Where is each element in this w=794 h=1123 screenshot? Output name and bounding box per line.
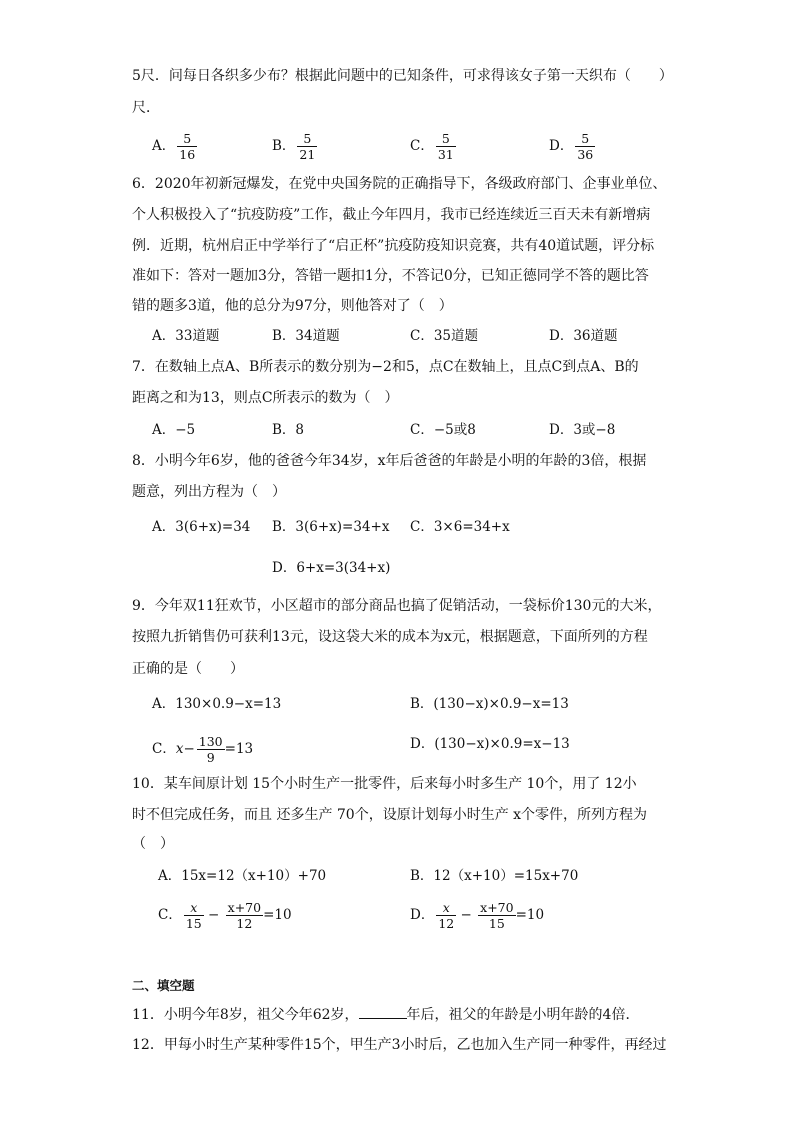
q8-option-a[interactable]: A．3(6+x)=34 [152, 519, 251, 535]
q9-option-a[interactable]: A．130×0.9−x=13 [152, 696, 282, 712]
q10-option-c[interactable]: C． $\frac{x}{15}$ − $\frac{x+70}{12}$ =10 [158, 900, 292, 931]
q7-line2: 距离之和为13，则点C所表示的数为（ ） [132, 390, 399, 406]
q8-option-c[interactable]: C．3×6=34+x [410, 519, 510, 535]
q5-option-c[interactable]: C． $\frac{5}{31}$ [410, 131, 454, 162]
q12-line1: 12．甲每小时生产某种零件15个，甲生产3小时后，乙也加入生产同一种零件，再经过 [132, 1037, 667, 1053]
q7-option-c[interactable]: C．−5或8 [410, 422, 476, 438]
q5-option-a[interactable]: A． $\frac{5}{16}$ [152, 131, 196, 162]
fraction: $\frac{x+70}{12}$ [227, 900, 262, 931]
q7-line1: 7．在数轴上点A、B所表示的数分别为−2和5，点C在数轴上，且点C到点A、B的 [132, 359, 639, 375]
q9-line2: 按照九折销售仍可获利13元，设这袋大米的成本为x元，根据题意，下面所列的方程 [132, 629, 648, 645]
section-heading: 二、填空题 [132, 978, 195, 993]
fraction: $\frac{5}{16}$ [179, 131, 196, 162]
q6-option-c[interactable]: C．35道题 [410, 328, 479, 344]
fraction: $\frac{x+70}{15}$ [480, 900, 514, 931]
fraction: $\frac{5}{31}$ [437, 131, 454, 162]
q6-option-a[interactable]: A．33道题 [152, 328, 220, 344]
answer-blank[interactable] [359, 1004, 407, 1019]
fraction: $\frac{5}{21}$ [299, 131, 316, 162]
q5-line1: 5尺．问每日各织多少布？根据此问题中的已知条件，可求得该女子第一天织布（ ） [132, 68, 673, 84]
q9-line3: 正确的是（ ） [132, 661, 244, 677]
fraction: $\frac{x}{15}$ [185, 900, 202, 931]
q6-option-d[interactable]: D．36道题 [549, 328, 618, 344]
q7-option-b[interactable]: B．8 [272, 422, 305, 438]
fraction: $\frac{x}{12}$ [438, 900, 455, 931]
q8-line2: 题意，列出方程为（ ） [132, 484, 286, 500]
q6-line2: 个人积极投入了“抗疫防疫”工作，截止今年四月，我市已经连续近三百天未有新增病 [132, 207, 651, 223]
q8-option-b[interactable]: B．3(6+x)=34+x [272, 519, 390, 535]
q6-line1: 6．2020年初新冠爆发，在党中央国务院的正确指导下，各级政府部门、企事业单位、 [132, 176, 667, 192]
q9-line1: 9．今年双11狂欢节，小区超市的部分商品也搞了促销活动，一袋标价130元的大米， [132, 598, 662, 614]
q10-line2: 时不但完成任务，而且 还多生产 70个，设原计划每小时生产 x个零件，所列方程为 [132, 807, 648, 823]
q6-line4: 准如下：答对一题加3分，答错一题扣1分，不答记0分，已知正德同学不答的题比答 [132, 268, 649, 284]
q9-option-c[interactable]: C．x− $\frac{130}{9}$ =13 [152, 734, 254, 765]
q7-option-d[interactable]: D．3或−8 [549, 422, 616, 438]
q5-option-b[interactable]: B． $\frac{5}{21}$ [272, 131, 316, 162]
q6-line3: 例．近期，杭州启正中学举行了“启正杯”抗疫防疫知识竞赛，共有40道试题，评分标 [132, 238, 655, 254]
q10-line3: （ ） [132, 836, 174, 852]
q6-line5: 错的题多3道，他的总分为97分，则他答对了（ ） [132, 298, 453, 314]
q9-option-d[interactable]: D．(130−x)×0.9=x−13 [410, 736, 570, 752]
q10-option-d[interactable]: D． $\frac{x}{12}$ − $\frac{x+70}{15}$ =10 [410, 900, 545, 931]
q10-line1: 10．某车间原计划 15个小时生产一批零件，后来每小时多生产 10个，用了 12小 [132, 776, 637, 792]
q10-option-a[interactable]: A．15x=12（x+10）+70 [158, 868, 327, 884]
q5-option-d[interactable]: D． $\frac{5}{36}$ [549, 131, 594, 162]
q9-option-b[interactable]: B．(130−x)×0.9−x=13 [410, 696, 569, 712]
q11-line: 11．小明今年8岁，祖父今年62岁， 年后，祖父的年龄是小明年龄的4倍． [132, 1004, 639, 1025]
q8-option-d[interactable]: D．6+x=3(34+x) [272, 560, 391, 576]
q10-option-b[interactable]: B．12（x+10）=15x+70 [410, 868, 579, 884]
fraction: $\frac{130}{9}$ [198, 734, 223, 765]
q7-option-a[interactable]: A．−5 [152, 422, 196, 438]
fraction: $\frac{5}{36}$ [577, 131, 594, 162]
q5-line2: 尺． [132, 100, 160, 116]
q8-line1: 8．小明今年6岁，他的爸爸今年34岁，x年后爸爸的年龄是小明的年龄的3倍，根据 [132, 453, 647, 469]
q6-option-b[interactable]: B．34道题 [272, 328, 340, 344]
